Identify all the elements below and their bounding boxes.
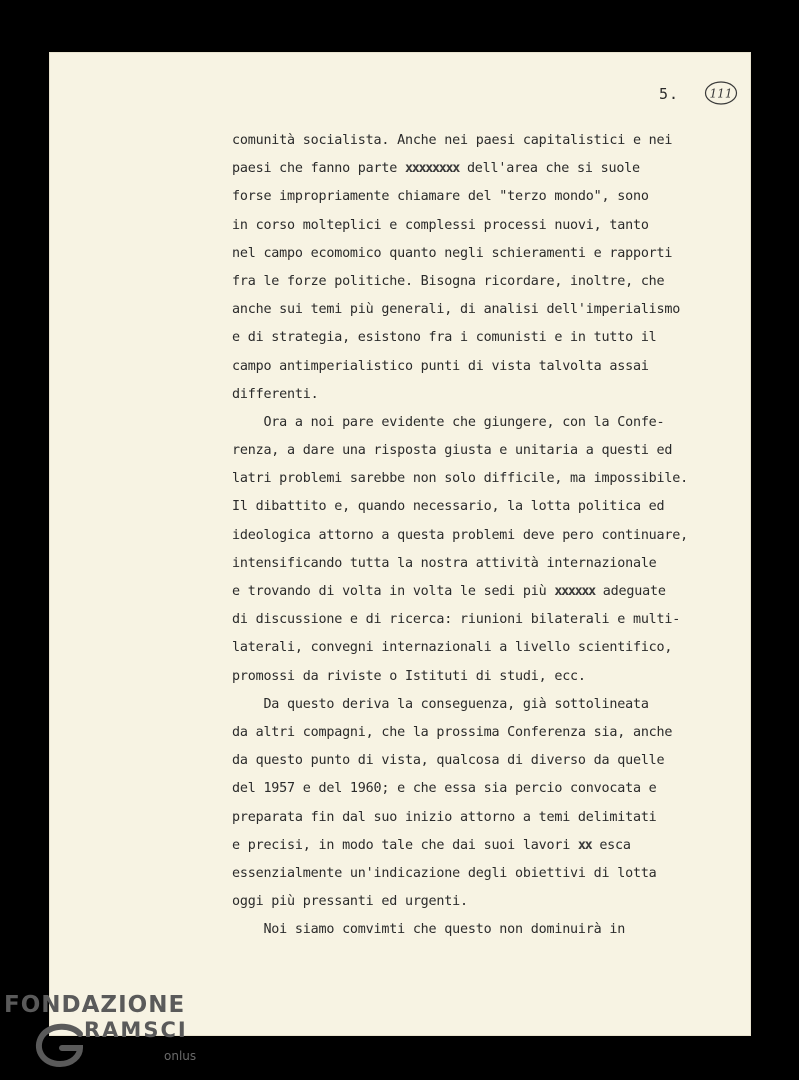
text-line (232, 888, 742, 916)
text-line (232, 550, 742, 578)
text-line (232, 409, 742, 437)
page-number: 5. (659, 85, 680, 103)
text-segment: e di strategia, esistono fra i comunisti e in tutto il (232, 330, 657, 346)
text-segment: nel campo ecomomico quanto negli schieramenti e rapporti (232, 245, 673, 261)
text-line (232, 691, 742, 719)
struck-out-text: xxxxxx (554, 584, 595, 599)
text-line (232, 353, 742, 381)
struck-out-text: xxxxxxxx (404, 161, 460, 177)
text-line (232, 155, 742, 183)
text-line (232, 578, 742, 606)
text-line (232, 296, 742, 324)
text-line (232, 465, 742, 493)
watermark-line-1: FONDAZIONE (4, 992, 186, 1018)
text-segment: anche sui temi più generali, di analisi dell'imperialismo (232, 302, 681, 318)
text-segment: preparata fin dal suo inizio attorno a temi delimitati (232, 809, 657, 825)
text-line (232, 804, 742, 832)
text-line (232, 522, 742, 550)
text-segment: intensificando tutta la nostra attività internazionale (232, 555, 657, 571)
text-segment: adeguate (594, 584, 666, 599)
text-segment: Noi siamo comvimti che questo non dominuirà in (232, 922, 626, 938)
text-segment: paesi che fanno parte (232, 161, 405, 177)
text-line (232, 747, 742, 775)
text-segment: forse impropriamente chiamare del "terzo mondo", sono (232, 189, 649, 205)
text-segment: differenti. (232, 386, 319, 402)
text-line (232, 240, 742, 268)
text-segment: di discussione e di ricerca: riunioni bilaterali e multi- (232, 612, 681, 628)
text-segment: ideologica attorno a questa problemi deve pero continuare, (232, 527, 688, 543)
text-segment: fra le forze politiche. Bisogna ricordare, inoltre, che (232, 273, 665, 289)
text-line (232, 268, 742, 296)
struck-out-text: xx (577, 837, 592, 853)
archive-number: 111 (709, 86, 733, 101)
text-line (232, 381, 742, 409)
text-segment: esca (591, 837, 631, 853)
text-segment: e precisi, in modo tale che dai suoi lavori (232, 837, 578, 853)
archive-number-stamp (704, 80, 738, 106)
gramsci-g-logo-icon (32, 1020, 92, 1070)
text-segment: essenzialmente un'indicazione degli obiettivi di lotta (232, 865, 657, 881)
text-segment: e trovando di volta in volta le sedi più (232, 584, 555, 599)
text-segment: oggi più pressanti ed urgenti. (232, 894, 468, 910)
text-line (232, 832, 742, 860)
text-line (232, 606, 742, 634)
typed-body-text (232, 127, 742, 944)
text-segment: del 1957 e del 1960; e che essa sia percio convocata e (232, 781, 657, 797)
watermark-onlus: onlus (164, 1049, 197, 1063)
watermark-line-2: RAMSCI (84, 1018, 188, 1042)
text-segment: laterali, convegni internazionali a livello scientifico, (232, 640, 673, 656)
text-segment: Ora a noi pare evidente che giungere, con la Confe- (232, 414, 665, 430)
text-segment: Il dibattito e, quando necessario, la lotta politica ed (232, 499, 665, 515)
text-segment: comunità socialista. Anche nei paesi capitalistici e nei (232, 133, 673, 148)
text-segment: Da questo deriva la conseguenza, già sottolineata (232, 696, 649, 712)
text-line (232, 183, 742, 211)
text-line (232, 127, 742, 155)
text-segment: campo antimperialistico punti di vista talvolta assai (232, 358, 649, 374)
text-line (232, 324, 742, 352)
text-line (232, 719, 742, 747)
text-segment: dell'area che si suole (459, 161, 640, 177)
text-segment: da questo punto di vista, qualcosa di diverso da quelle (232, 753, 665, 769)
text-segment: latri problemi sarebbe non solo difficile, ma impossibile. (232, 471, 688, 487)
text-segment: renza, a dare una risposta giusta e unitaria a questi ed (232, 443, 673, 459)
text-line (232, 860, 742, 888)
text-segment: promossi da riviste o Istituti di studi, ecc. (232, 668, 586, 684)
text-line (232, 663, 742, 691)
text-line (232, 634, 742, 662)
foundation-watermark (4, 990, 204, 1070)
text-line (232, 775, 742, 803)
text-line (232, 916, 742, 944)
text-line (232, 212, 742, 240)
text-line (232, 437, 742, 465)
text-segment: in corso molteplici e complessi processi nuovi, tanto (232, 217, 649, 233)
text-line (232, 493, 742, 521)
text-segment: da altri compagni, che la prossima Conferenza sia, anche (232, 724, 673, 740)
